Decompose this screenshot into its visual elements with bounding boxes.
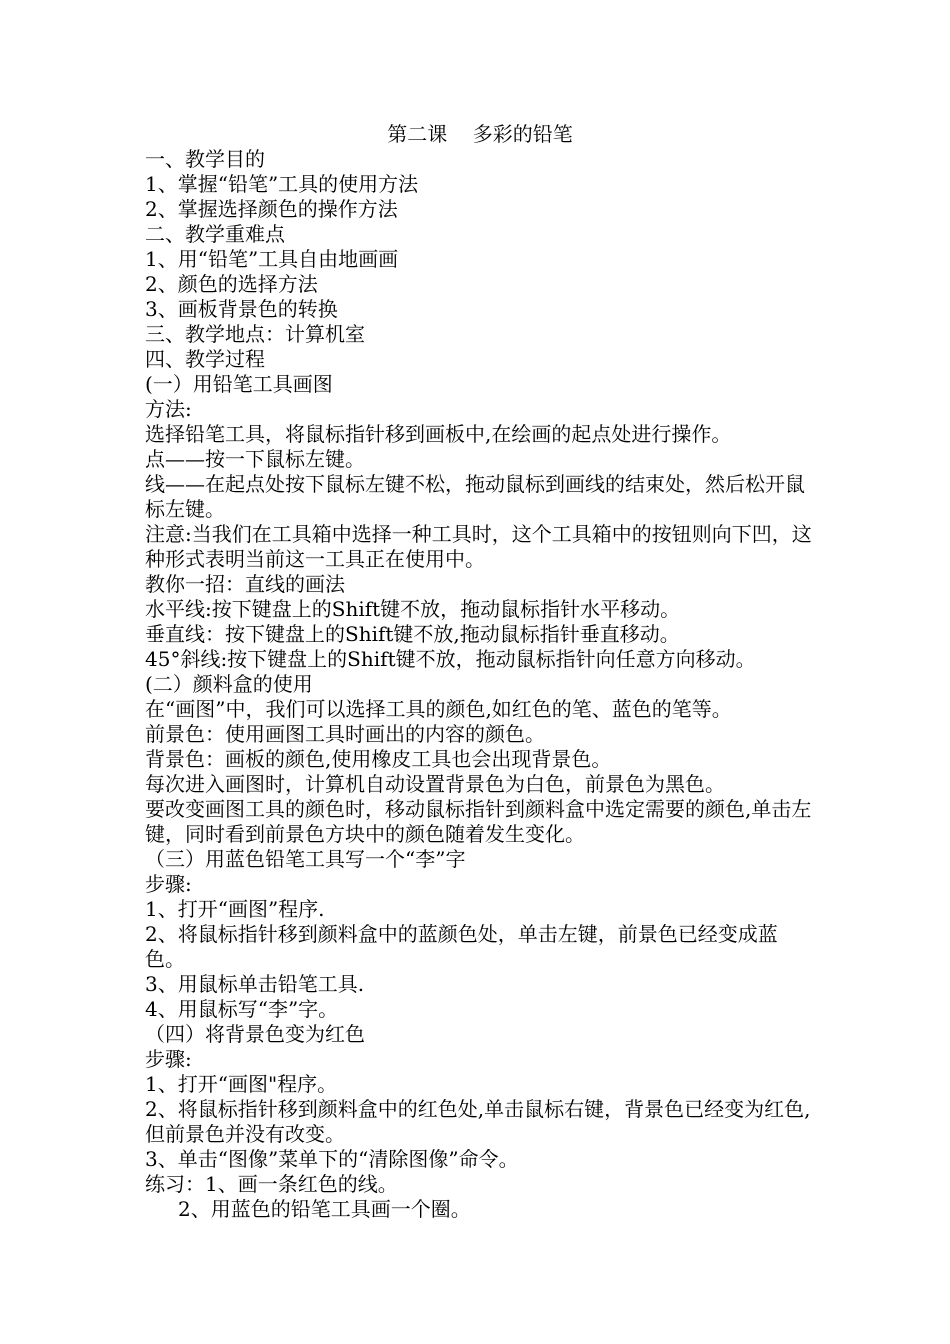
text-line: 在“画图”中，我们可以选择工具的颜色,如红色的笔、蓝色的笔等。 (145, 697, 732, 721)
text-line: 3、画板背景色的转换 (145, 297, 338, 321)
text-line: 步骤: (145, 1047, 192, 1071)
text-line: 2、掌握选择颜色的操作方法 (145, 197, 398, 221)
text-line: 一、教学目的 (145, 147, 265, 171)
text-line: 1、打开“画图”程序. (145, 897, 325, 921)
text-line: 选择铅笔工具，将鼠标指针移到画板中,在绘画的起点处进行操作。 (145, 422, 732, 446)
text-line: 水平线:按下键盘上的Shift键不放，拖动鼠标指针水平移动。 (145, 597, 681, 621)
text-line: (一）用铅笔工具画图 (145, 372, 333, 396)
text-line: 垂直线：按下键盘上的Shift键不放,拖动鼠标指针垂直移动。 (145, 622, 680, 646)
document-lines (145, 147, 815, 1222)
text-line: 2、将鼠标指针移到颜料盒中的蓝颜色处，单击左键，前景色已经变成蓝色。 (145, 922, 778, 971)
text-line: 教你一招：直线的画法 (145, 572, 345, 596)
text-line: 练习：1、画一条红色的线。 (145, 1172, 398, 1196)
text-line: 步骤: (145, 872, 192, 896)
text-line: 3、用鼠标单击铅笔工具. (145, 972, 365, 996)
exercise-item: 2、用蓝色的铅笔工具画一个圈。 (178, 1197, 471, 1221)
text-line: 2、颜色的选择方法 (145, 272, 318, 296)
document-body (145, 122, 815, 1222)
text-line: 四、教学过程 (145, 347, 265, 371)
text-line: 45°斜线:按下键盘上的Shift键不放，拖动鼠标指针向任意方向移动。 (145, 647, 756, 671)
text-line: 4、用鼠标写“李”字。 (145, 997, 339, 1021)
text-line: (二）颜料盒的使用 (145, 672, 313, 696)
text-line: 注意:当我们在工具箱中选择一种工具时，这个工具箱中的按钮则向下凹，这种形式表明当前这一工具正在使用中。 (145, 522, 812, 571)
text-line: 二、教学重难点 (145, 222, 285, 246)
text-line: 3、单击“图像”菜单下的“清除图像”命令。 (145, 1147, 519, 1171)
text-line: （四）将背景色变为红色 (145, 1022, 365, 1046)
text-line: 要改变画图工具的颜色时，移动鼠标指针到颜料盒中选定需要的颜色,单击左键，同时看到前景色方块中的颜色随着发生变化。 (145, 797, 812, 846)
text-line: 前景色：使用画图工具时画出的内容的颜色。 (145, 722, 545, 746)
text-line: 1、打开“画图"程序。 (145, 1072, 338, 1096)
text-line: 1、掌握“铅笔”工具的使用方法 (145, 172, 419, 196)
text-line: （三）用蓝色铅笔工具写一个“李”字 (145, 847, 466, 871)
text-line: 每次进入画图时，计算机自动设置背景色为白色，前景色为黑色。 (145, 772, 725, 796)
text-line: 方法: (145, 397, 192, 421)
text-line: 线——在起点处按下鼠标左键不松，拖动鼠标到画线的结束处，然后松开鼠标左键。 (145, 472, 805, 521)
text-line: 1、用“铅笔”工具自由地画画 (145, 247, 399, 271)
text-line: 点——按一下鼠标左键。 (145, 447, 365, 471)
document-title: 第二课 多彩的铅笔 (387, 122, 573, 146)
text-line: 2、将鼠标指针移到颜料盒中的红色处,单击鼠标右键，背景色已经变为红色,但前景色并没有改变。 (145, 1097, 811, 1146)
text-line: 三、教学地点：计算机室 (145, 322, 365, 346)
text-line: 背景色：画板的颜色,使用橡皮工具也会出现背景色。 (145, 747, 612, 771)
